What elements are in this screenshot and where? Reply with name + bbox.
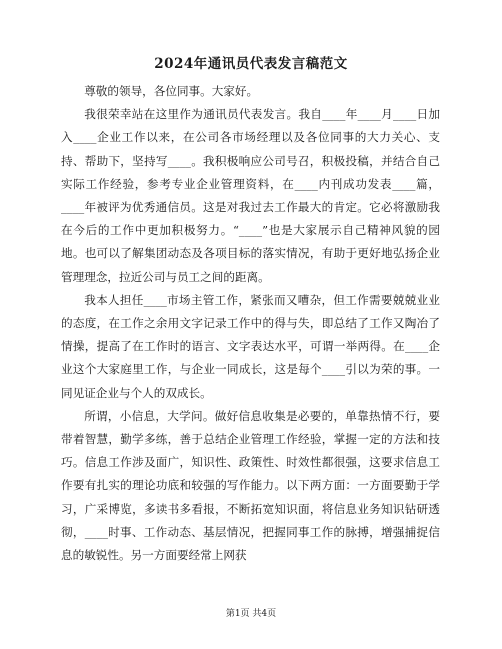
page-footer: 第1页 共4页 (225, 609, 277, 619)
paragraph-information-work: 所谓，小信息，大学问。做好信息收集是必要的，单靠热情不行，要带着智慧，勤学多练，善于总结企业管理工作经验，掌握一定的方法和技巧。信息工作涉及面广，知识性、政策性、时效性都很强，这要求信息工作要有扎实的理论功底和较强的写作能力。以下两方面：一方面要勤于学习，广采博览，多读书多看报，不断拓宽知识面，将信息业务知识钻研透彻，____时事、工作动态、基层情况，把握同事工作的脉搏，增强捕捉信息的敏锐性。另一方面要经常上网获 (61, 408, 440, 563)
paragraph-introduction: 我很荣幸站在这里作为通讯员代表发言。我自____年____月____日加入____企业工作以来，在公司各市场经理以及各位同事的大力关心、支持、帮助下，坚持写____。我积极响应公司号召，积极投稿，并结合自己实际工作经验，参考专业企业管理资料，在____内刊成功发表____篇，____年被评为优秀通信员。这是对我过去工作最大的肯定。它必将激励我在今后的工作中更加积极努力。“____”也是大家展示自己精神风貌的园地。也可以了解集团动态及各项目标的落实情况，有助于更好地弘扬企业管理理念，拉近公司与员工之间的距离。 (61, 107, 440, 284)
paragraph-role: 我本人担任____市场主管工作，紧张而又嘈杂，但工作需要兢兢业业的态度，在工作之余用文字记录工作中的得与失，即总结了工作又陶冶了情操，提高了在工作时的语言、文字表达水平，可谓一举两得。在____企业这个大家庭里工作，与企业一同成长，这是每个____引以为荣的事。一同见证企业与个人的双成长。 (61, 292, 440, 400)
document-body (61, 80, 440, 567)
page-title: 2024年通讯员代表发言稿范文 (154, 56, 348, 72)
paragraph-greeting: 尊敬的领导，各位同事。大家好。 (84, 84, 259, 98)
